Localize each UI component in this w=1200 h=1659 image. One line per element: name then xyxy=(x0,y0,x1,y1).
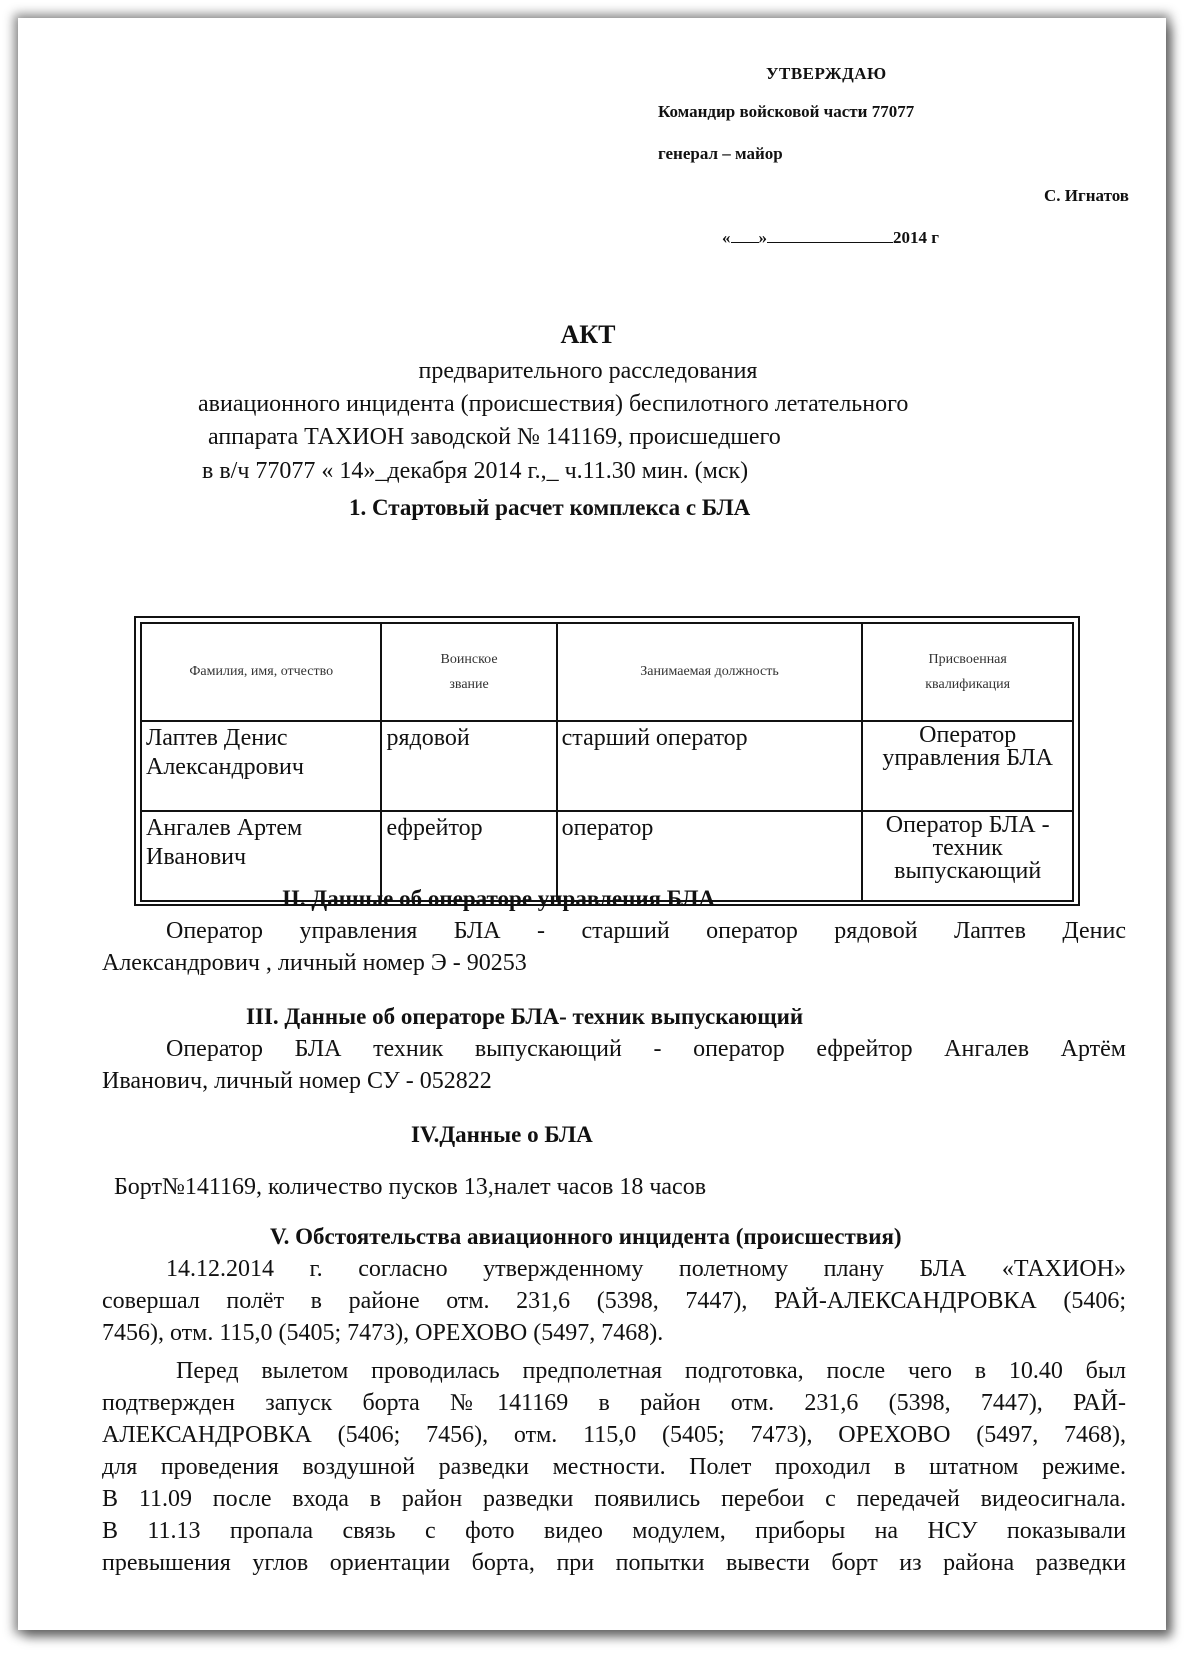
document-title: АКТ xyxy=(560,320,616,349)
crew-table xyxy=(134,616,1080,906)
title-line-4: в в/ч 77077 « 14»_декабря 2014 г.,_ ч.11.30 мин. (мск) xyxy=(202,458,749,484)
approval-date xyxy=(722,228,939,248)
month-blank xyxy=(767,228,893,243)
section-2-text-line-1: Оператор управления БЛА - старший оператор рядовой Лаптев Денис xyxy=(166,918,1126,944)
approval-title: УТВЕРЖДАЮ xyxy=(766,64,887,83)
section-1-heading: 1. Стартовый расчет комплекса с БЛА xyxy=(349,495,751,520)
table-cell: Оператор БЛА - техник выпускающий xyxy=(862,811,1073,901)
section-3-text-line-1: Оператор БЛА техник выпускающий - оператор ефрейтор Ангалев Артём xyxy=(166,1036,1126,1062)
title-line-3: аппарата ТАХИОН заводской № 141169, происшедшего xyxy=(208,424,781,450)
table-cell: старший оператор xyxy=(557,721,863,811)
table-cell: рядовой xyxy=(381,721,556,811)
approval-signature: С. Игнатов xyxy=(1044,186,1129,205)
day-blank xyxy=(731,228,759,243)
table-cell: Лаптев Денис Александрович xyxy=(141,721,381,811)
column-header: Присвоенная квалификация xyxy=(862,623,1073,721)
section-5-heading: V. Обстоятельства авиационного инцидента (происшествия) xyxy=(270,1224,902,1249)
section-5-p2-line: Перед вылетом проводилась предполетная подготовка, после чего в 10.40 был xyxy=(176,1358,1126,1384)
section-3-heading: III. Данные об операторе БЛА- техник выпускающий xyxy=(246,1004,804,1029)
column-header: Фамилия, имя, отчество xyxy=(141,623,381,721)
table-cell: Ангалев Артем Иванович xyxy=(141,811,381,901)
section-5-p2-line: В 11.13 пропала связь с фото видео модулем, приборы на НСУ показывали xyxy=(102,1518,1126,1544)
section-5-p2-line: превышения углов ориентации борта, при попытки вывести борт из района разведки xyxy=(102,1550,1126,1576)
table-cell: Оператор управления БЛА xyxy=(862,721,1073,811)
column-header: Занимаемая должность xyxy=(557,623,863,721)
section-5-p1-line: 7456), отм. 115,0 (5405; 7473), ОРЕХОВО (5497, 7468). xyxy=(102,1320,664,1346)
section-3-text-line-2: Иванович, личный номер СУ - 052822 xyxy=(102,1068,492,1094)
section-5-p2-line: АЛЕКСАНДРОВКА (5406; 7456), отм. 115,0 (5405; 7473), ОРЕХОВО (5497, 7468), xyxy=(102,1422,1126,1448)
date-close-quote: » xyxy=(758,228,767,247)
table-row xyxy=(141,721,1073,811)
table-cell: оператор xyxy=(557,811,863,901)
date-year: 2014 г xyxy=(893,228,939,247)
column-header: Воинское звание xyxy=(381,623,556,721)
section-5-p2-line: В 11.09 после входа в район разведки появились перебои с передачей видеосигнала. xyxy=(102,1486,1126,1512)
section-5-p2-line: для проведения воздушной разведки местности. Полет проходил в штатном режиме. xyxy=(102,1454,1126,1480)
section-5-p1-line: совершал полёт в районе отм. 231,6 (5398, 7447), РАЙ-АЛЕКСАНДРОВКА (5406; xyxy=(102,1288,1126,1314)
title-line-2: авиационного инцидента (происшествия) беспилотного летательного xyxy=(198,391,909,417)
section-5-p1-line: 14.12.2014 г. согласно утвержденному полетному плану БЛА «ТАХИОН» xyxy=(166,1256,1126,1282)
approval-commander: Командир войсковой части 77077 xyxy=(658,102,915,121)
approval-rank: генерал – майор xyxy=(658,144,783,163)
document-page xyxy=(18,18,1166,1630)
table-cell: ефрейтор xyxy=(381,811,556,901)
section-2-heading: II. Данные об операторе управления БЛА xyxy=(282,886,716,911)
section-5-p2-line: подтвержден запуск борта №141169 в район отм. 231,6 (5398, 7447), РАЙ- xyxy=(102,1390,1126,1416)
section-4-heading: IV.Данные о БЛА xyxy=(411,1122,593,1147)
section-2-text-line-2: Александрович , личный номер Э - 90253 xyxy=(102,950,527,976)
title-line-1: предварительного расследования xyxy=(418,358,758,384)
section-4-text: Борт№141169, количество пусков 13,налет часов 18 часов xyxy=(114,1174,707,1200)
date-open-quote: « xyxy=(722,228,731,247)
